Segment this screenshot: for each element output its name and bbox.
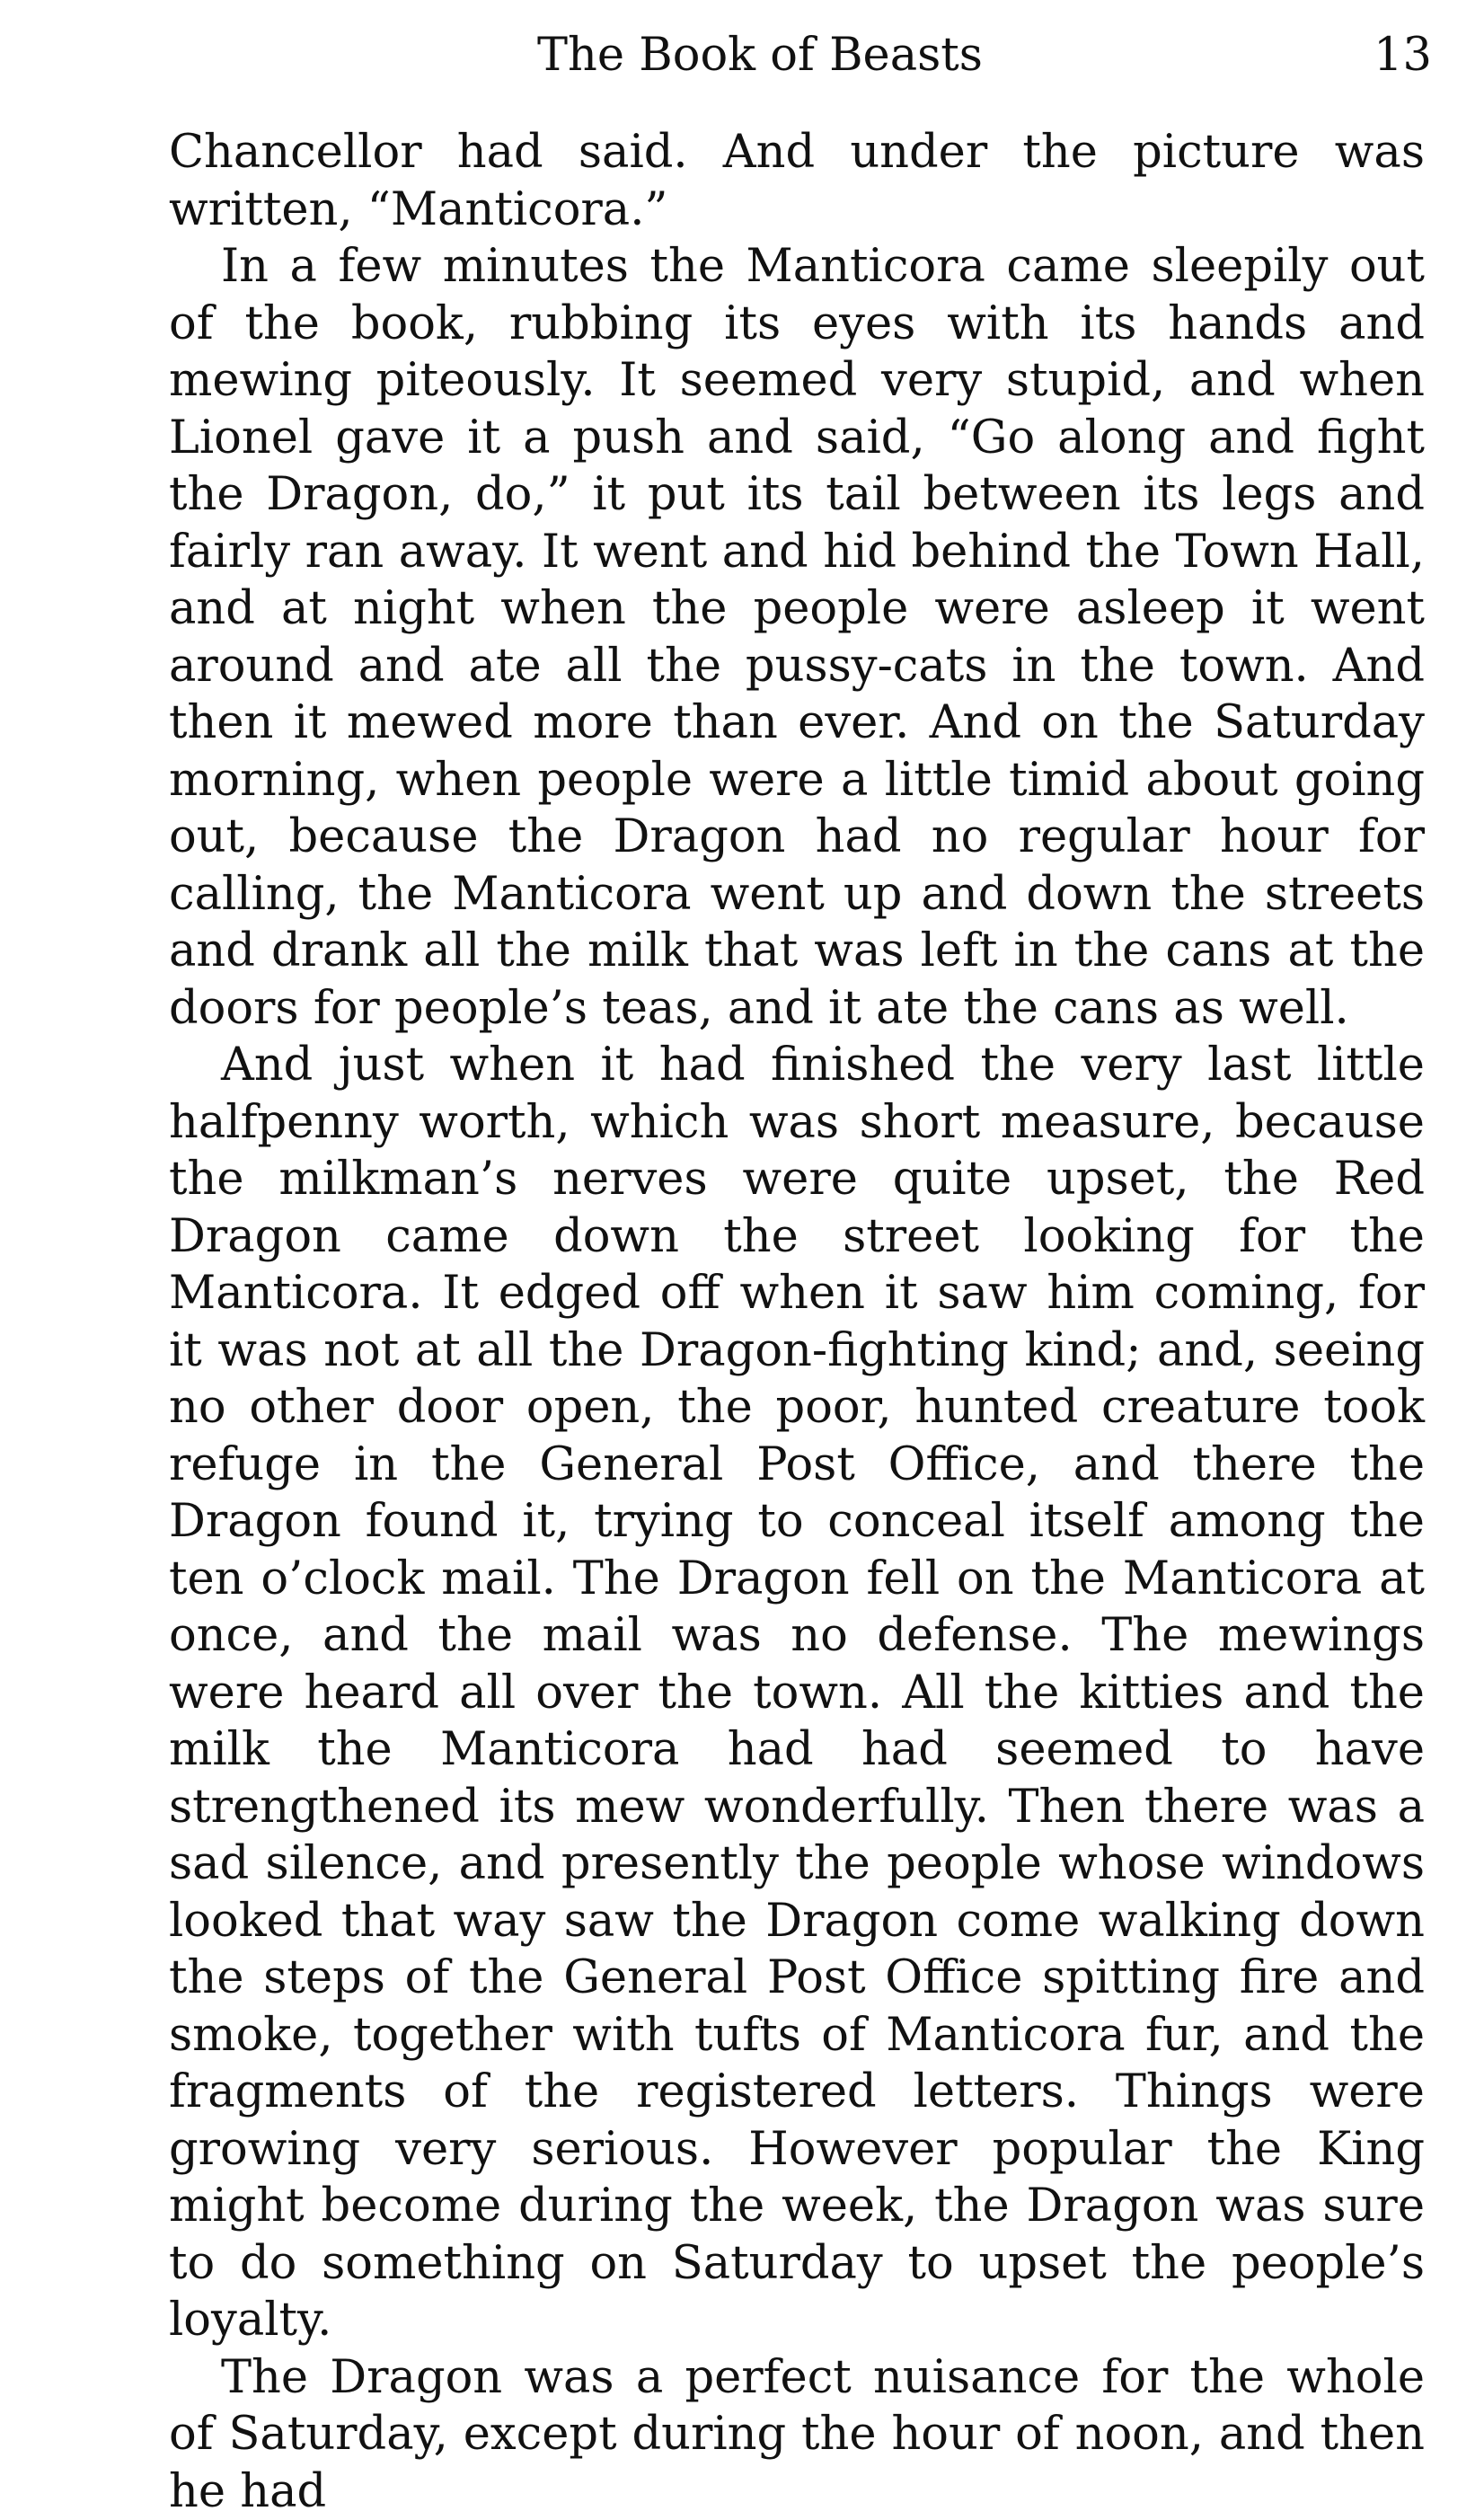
paragraph: Chancellor had said. And under the picture was written, “Manticora.” [169,124,1425,238]
running-title: The Book of Beasts [0,29,1484,83]
page-number: 13 [1374,29,1432,83]
body-text [169,124,1425,2520]
paragraph: The Dragon was a perfect nuisance for the whole of Saturday, except during the hour of noon, and then he had [169,2349,1425,2520]
paragraph: And just when it had finished the very last little halfpenny worth, which was short measure, because the milkman’s nerves were quite upset, the Red Dragon came down the street looking for the Manticora. It edged off when it saw him coming, for it was not at all the Dragon-fighting kind; and, seeing no other door open, the poor, hunted creature took refuge in the General Post Office, and there the Dragon found it, trying to conceal itself among the ten o’clock mail. The Dragon fell on the Manticora at once, and the mail was no defense. The mewings were heard all over the town. All the kitties and the milk the Manticora had had seemed to have strengthened its mew wonderfully. Then there was a sad silence, and presently the people whose windows looked that way saw the Dragon come walking down the steps of the General Post Office spitting fire and smoke, together with tufts of Manticora fur, and the fragments of the registered letters. Things were growing very serious. However popular the King might become during the week, the Dragon was sure to do something on Saturday to upset the people’s loyalty. [169,1037,1425,2349]
page-header [0,29,1484,83]
paragraph: In a few minutes the Manticora came sleepily out of the book, rubbing its eyes with its hands and mewing piteously. It seemed very stupid, and when Lionel gave it a push and said, “Go along and fight the Dragon, do,” it put its tail between its legs and fairly ran away. It went and hid behind the Town Hall, and at night when the people were asleep it went around and ate all the pussy-cats in the town. And then it mewed more than ever. And on the Saturday morning, when people were a little timid about going out, because the Dragon had no regular hour for calling, the Manticora went up and down the streets and drank all the milk that was left in the cans at the doors for people’s teas, and it ate the cans as well. [169,238,1425,1037]
